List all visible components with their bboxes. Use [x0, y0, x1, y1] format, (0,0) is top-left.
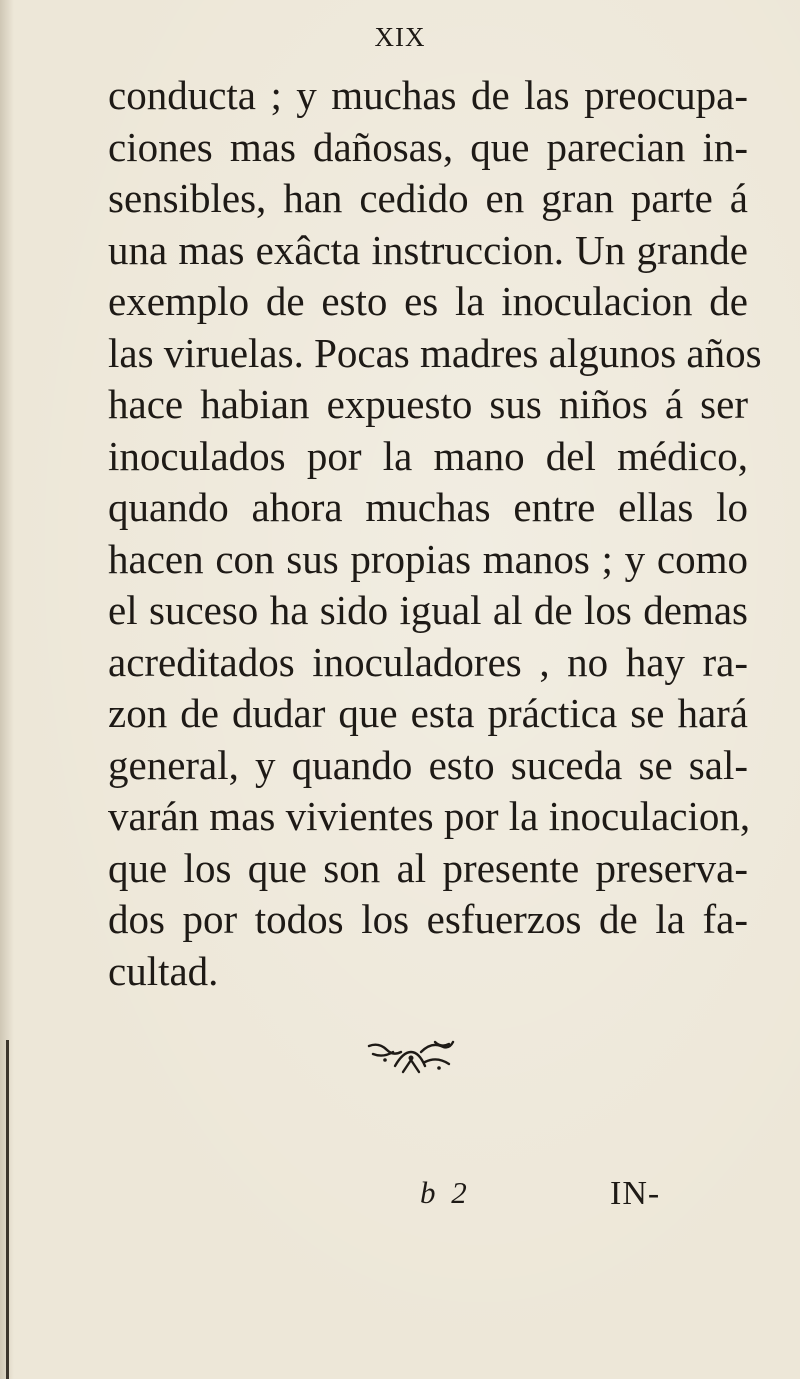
text-line: las viruelas. Pocas madres algunos años [108, 329, 762, 376]
text-line: quando ahora muchas entre ellas lo [108, 484, 748, 530]
page-edge [6, 1040, 9, 1379]
text-line: cultad. [108, 947, 219, 994]
text-line: el suceso ha sido igual al de los demas [108, 587, 748, 633]
page-number: XIX [374, 22, 426, 52]
text-line: conducta ; y muchas de las preocupa- [108, 72, 748, 118]
text-line: ciones mas dañosas, que parecian in- [108, 123, 748, 170]
text-line: hace habian expuesto sus niños á ser [108, 381, 748, 427]
body-text [108, 70, 762, 997]
text-line: acreditados inoculadores , no hay ra- [108, 638, 748, 685]
catchword: IN- [610, 1175, 661, 1212]
text-line: varán mas vivientes por la inoculacion, [108, 793, 751, 839]
text-line: una mas exâcta instruccion. Un grande [108, 226, 748, 273]
text-line: sensibles, han cedido en gran parte á [108, 175, 748, 221]
text-line: dos por todos los esfuerzos de la fa- [108, 896, 748, 942]
text-line: zon de dudar que esta práctica se hará [108, 690, 748, 736]
signature-mark: b 2 [420, 1175, 471, 1210]
text-line: inoculados por la mano del médico, [108, 432, 748, 479]
text-line: hacen con sus propias manos ; y como [108, 535, 748, 582]
text-line: general, y quando esto suceda se sal- [108, 741, 748, 788]
text-line: que los que son al presente preserva- [108, 844, 748, 891]
text-line: exemplo de esto es la inoculacion de [108, 278, 748, 324]
printer-ornament-icon [365, 1038, 457, 1078]
